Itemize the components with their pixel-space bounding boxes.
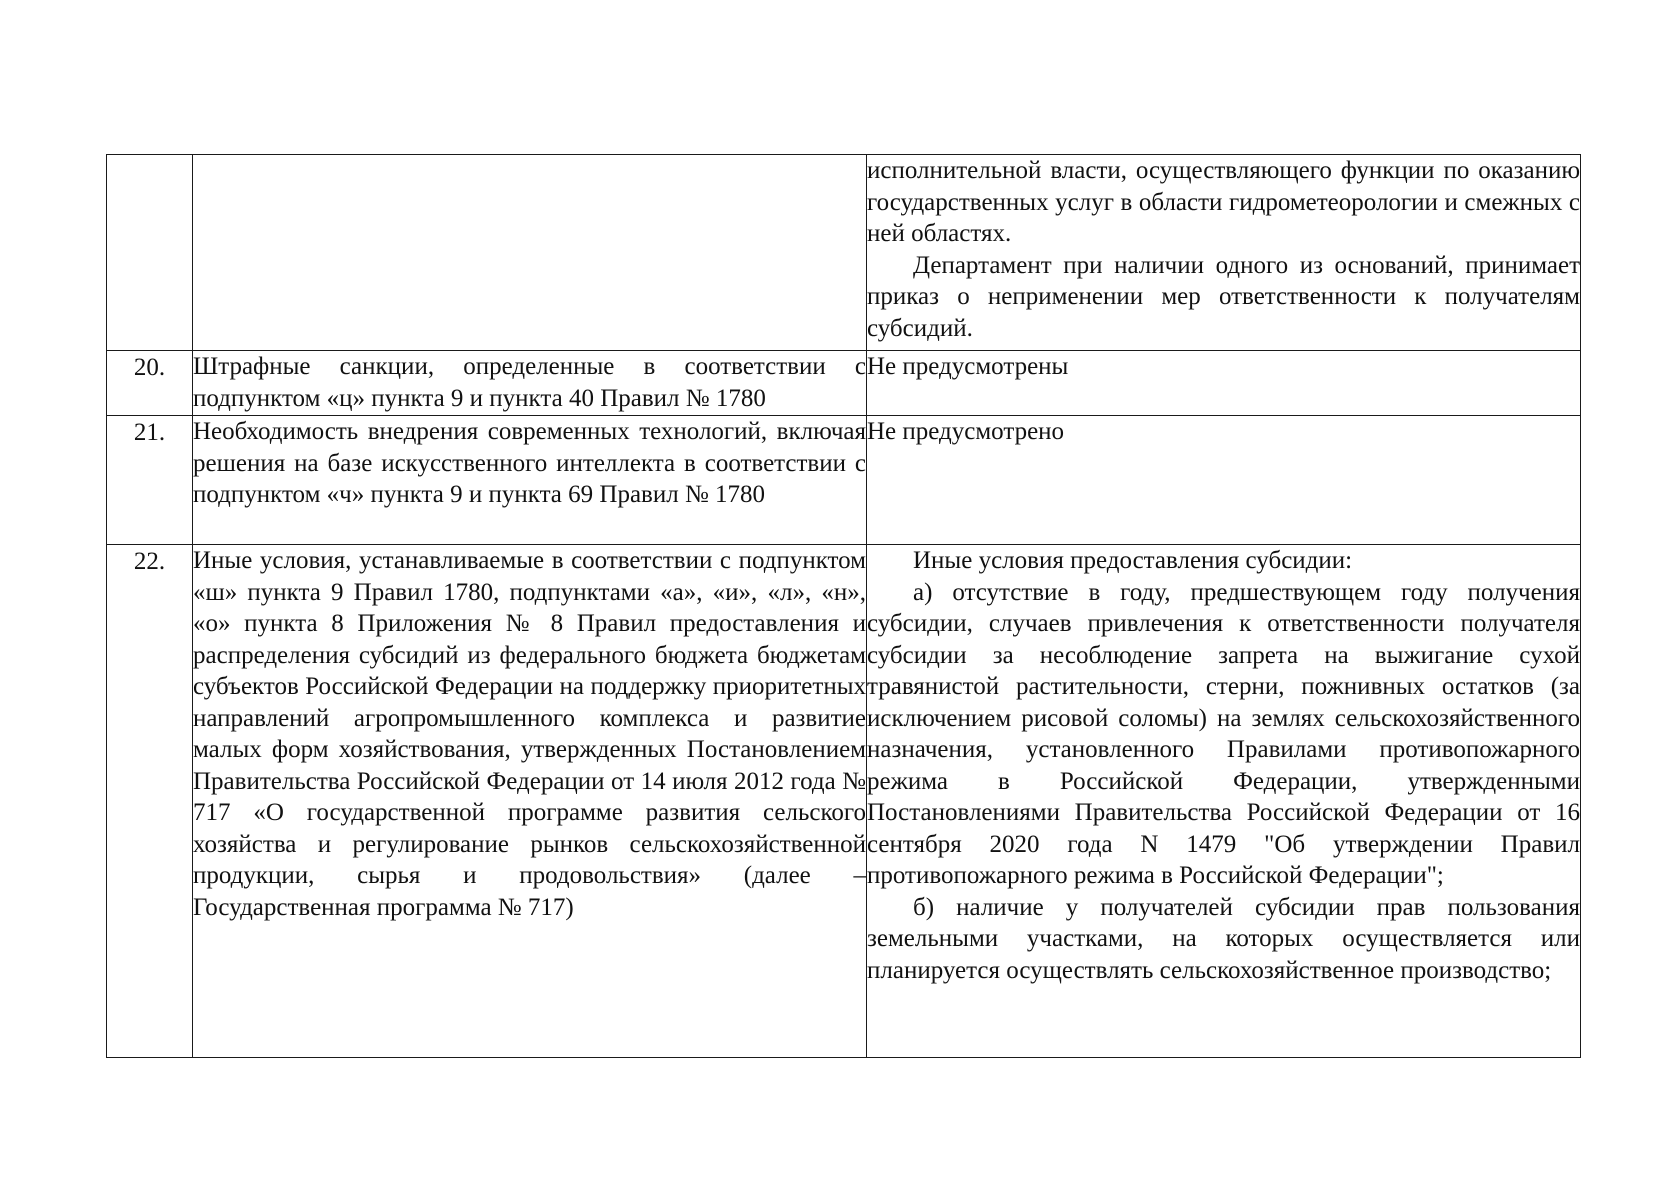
condition-name <box>193 351 867 416</box>
document-table <box>106 154 1581 1058</box>
table-row <box>107 545 1581 1058</box>
row-number: 20. <box>107 351 193 416</box>
name-paragraph: Необходимость внедрения современных технологий, включая решения на базе искусственного интеллекта в соответствии с подпунктом «ч» пункта 9 и пункта 69 Правил № 1780 <box>193 418 866 508</box>
value-paragraph: Иные условия предоставления субсидии: <box>913 547 1353 574</box>
name-paragraph: Иные условия, устанавливаемые в соответствии с подпунктом «ш» пункта 9 Правил 1780, подпунктами «а», «и», «л», «н», «о» пункта 8 Приложения № 8 Правил предоставления и распределения субсидий из федерального бюджета бюджетам субъектов Российской Федерации на поддержку приоритетных направлений агропромышленного комплекса и развитие малых форм хозяйствования, утвержденных Постановлением Правительства Российской Федерации от 14 июля 2012 года № 717 «О государственной программе развития сельского хозяйства и регулирование рынков сельскохозяйственной продукции, сырья и продовольствия» (далее – Государственная программа № 717) <box>193 547 866 921</box>
condition-value <box>867 416 1581 545</box>
condition-name <box>193 416 867 545</box>
row-number: 22. <box>107 545 193 1058</box>
table-row <box>107 416 1581 545</box>
row-number: 21. <box>107 416 193 545</box>
table-row <box>107 351 1581 416</box>
condition-name <box>193 545 867 1058</box>
value-paragraph: Департамент при наличии одного из оснований, принимает приказ о неприменении мер ответственности к получателям субсидий. <box>867 251 1580 342</box>
name-paragraph: Штрафные санкции, определенные в соответствии с подпунктом «ц» пункта 9 и пункта 40 Правил № 1780 <box>193 353 866 412</box>
table-row <box>107 155 1581 351</box>
condition-name <box>193 155 867 351</box>
row-number <box>107 155 193 351</box>
value-paragraph: б) наличие у получателей субсидии прав пользования земельными участками, на которых осуществляется или планируется осуществлять сельскохозяйственное производство; <box>867 893 1580 984</box>
condition-value <box>867 351 1581 416</box>
value-paragraph: а) отсутствие в году, предшествующем году получения субсидии, случаев привлечения к ответственности получателя субсидии за несоблюдение запрета на выжигание сухой травянистой растительности, стерни, пожнивных остатков (за исключением рисовой соломы) на землях сельскохозяйственного назначения, установленного Правилами противопожарного режима в Российской Федерации, утвержденными Постановлениями Правительства Российской Федерации от 16 сентября 2020 года N 1479 "Об утверждении Правил противопожарного режима в Российской Федерации"; <box>867 578 1580 889</box>
value-paragraph: исполнительной власти, осуществляющего функции по оказанию государственных услуг в области гидрометеорологии и смежных с ней областях. <box>867 157 1580 247</box>
value-paragraph: Не предусмотрено <box>867 418 1065 445</box>
condition-value <box>867 155 1581 351</box>
condition-value <box>867 545 1581 1058</box>
value-paragraph: Не предусмотрены <box>867 353 1069 380</box>
